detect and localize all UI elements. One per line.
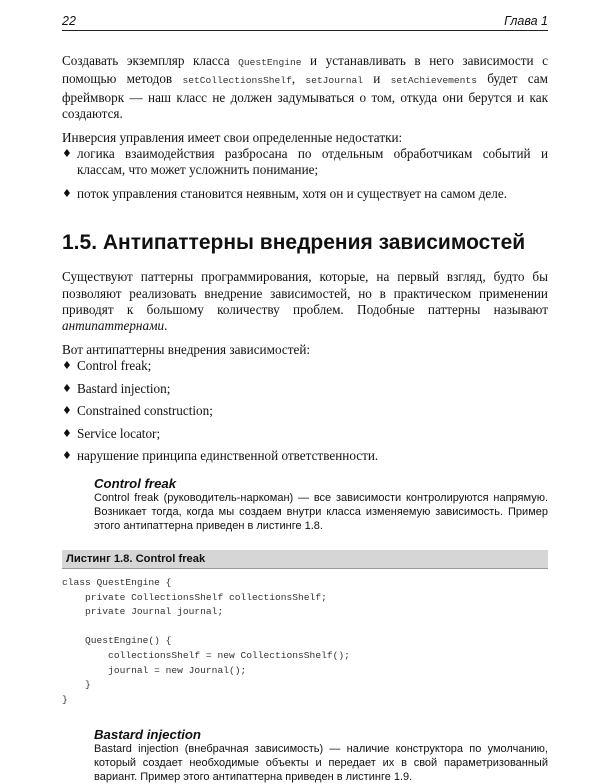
section-heading: 1.5. Антипаттерны внедрения зависимостей (62, 231, 526, 255)
subsection-text: Control freak (руководитель-наркоман) — все зависимости контролируются напрямую. Возникает тогда, когда мы создаем внутри класса изменяемую зависимость. Пример этого антипаттерна приведен в листинге 1.8. (94, 492, 548, 532)
list-item: ♦ логика взаимодействия разбросана по отдельным обработчикам событий и классам, что может усложнить понимание; (62, 146, 548, 178)
bullet-diamond-icon: ♦ (62, 448, 72, 462)
listing-title: Листинг 1.8. Control freak (62, 550, 548, 569)
bullet-diamond-icon: ♦ (62, 404, 72, 418)
bullet-diamond-icon: ♦ (62, 147, 72, 161)
subsection-text: Bastard injection (внебрачная зависимость) — наличие конструктора по умолчанию, который создает необходимые объекты и передает их в свой параметризованный вариант. Пример этого антипаттерна приведен в листинге 1.9. (94, 743, 548, 783)
code-inline: setCollectionsShelf (182, 75, 292, 87)
drawbacks-list (62, 146, 548, 202)
list-item: ♦ Control freak; (62, 358, 152, 374)
list-item: ♦ Service locator; (62, 425, 161, 441)
bullet-diamond-icon: ♦ (62, 186, 72, 200)
antipatterns-list (62, 358, 548, 464)
running-header (62, 10, 548, 31)
bastard-injection-subsection (94, 727, 548, 784)
bullet-diamond-icon: ♦ (62, 359, 72, 373)
list-item: ♦ нарушение принципа единственной ответственности. (62, 447, 379, 463)
intro-paragraph: Создавать экземпляр класса QuestEngine и устанавливать в него зависимости с помощью методов setCollectionsShelf, setJournal и setAchievements будет сам фреймворк — наш класс не должен задумываться о том, откуда они берутся и как создаются. (62, 53, 549, 122)
bullet-diamond-icon: ♦ (62, 426, 72, 440)
page-number: 22 (62, 14, 76, 28)
subsection-heading: Bastard injection (94, 727, 201, 743)
control-freak-subsection (94, 476, 548, 533)
antipatterns-paragraph: Существуют паттерны программирования, которые, на первый взгляд, будто бы позволяют реализовать внедрение зависимостей, но в практическом применении приводят к большому количеству проблем. Подобные паттерны называют антипаттернами. (62, 269, 548, 334)
code-block: class QuestEngine { private CollectionsShelf collectionsShelf; private Journal journal; QuestEngine() { collectionsShelf = new CollectionsShelf(); journal = new Journal(); } } (62, 577, 350, 705)
bullet-diamond-icon: ♦ (62, 381, 72, 395)
list-item: ♦ поток управления становится неявным, хотя он и существует на самом деле. (62, 185, 507, 201)
ioc-drawbacks-paragraph: Инверсия управления имеет свои определенные недостатки: (62, 129, 403, 145)
code-inline: QuestEngine (238, 57, 302, 68)
antipatterns-intro: Вот антипаттерны внедрения зависимостей: (62, 341, 311, 357)
list-item: ♦ Bastard injection; (62, 380, 171, 396)
code-inline: setJournal (305, 75, 363, 87)
subsection-heading: Control freak (94, 476, 177, 492)
chapter-label: Глава 1 (504, 14, 548, 28)
list-item: ♦ Constrained construction; (62, 403, 213, 419)
code-listing (62, 550, 548, 707)
book-page (62, 10, 548, 784)
code-inline: setAchievements (390, 75, 477, 87)
